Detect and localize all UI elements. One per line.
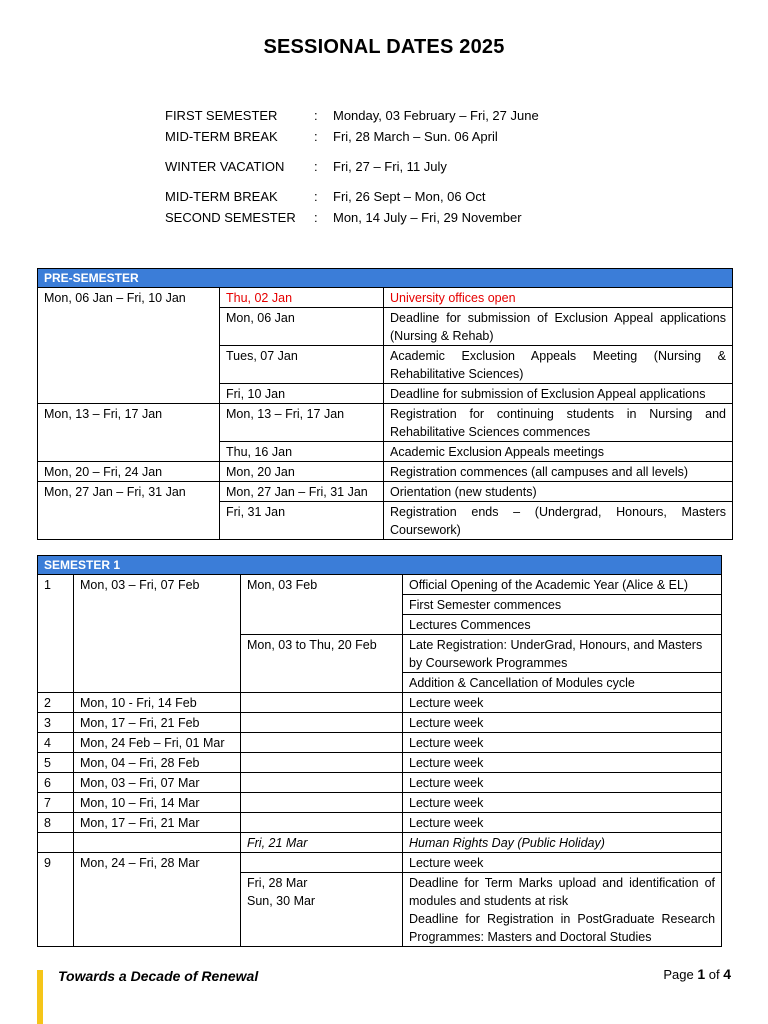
table-row: [38, 793, 722, 813]
event-cell: Academic Exclusion Appeals Meeting (Nursing & Rehabilitative Sciences): [384, 346, 733, 384]
week-cell: 9: [38, 853, 74, 947]
date-cell: [241, 873, 403, 947]
table-row: [38, 813, 722, 833]
date-cell: Fri, 10 Jan: [220, 384, 384, 404]
page-number: [663, 966, 731, 982]
page-word: Page: [663, 967, 694, 982]
week-cell: 2: [38, 693, 74, 713]
date-cell: [241, 813, 403, 833]
summary-label: MID-TERM BREAK: [165, 189, 278, 204]
of-word: of: [708, 967, 720, 982]
summary-value: Mon, 14 July – Fri, 29 November: [333, 210, 522, 225]
period-cell: Mon, 24 Feb – Fri, 01 Mar: [74, 733, 241, 753]
date-cell: Thu, 16 Jan: [220, 442, 384, 462]
event-cell: Academic Exclusion Appeals meetings: [384, 442, 733, 462]
week-cell: 7: [38, 793, 74, 813]
event-cell: Registration commences (all campuses and all levels): [384, 462, 733, 482]
week-cell: 8: [38, 813, 74, 833]
event-cell: Deadline for submission of Exclusion Appeal applications: [384, 384, 733, 404]
table-row: [38, 713, 722, 733]
summary-colon: :: [314, 129, 318, 144]
summary-colon: :: [314, 159, 318, 174]
event-cell: Addition & Cancellation of Modules cycle: [403, 673, 722, 693]
summary-colon: :: [314, 108, 318, 123]
period-cell: [74, 833, 241, 853]
date-cell: Fri, 31 Jan: [220, 502, 384, 540]
date-line: Fri, 28 Mar: [247, 876, 308, 890]
page-total: 4: [723, 966, 731, 982]
period-cell: Mon, 10 - Fri, 14 Feb: [74, 693, 241, 713]
week-cell: [38, 833, 74, 853]
footer-accent-bar: [37, 970, 43, 1024]
week-cell: 1: [38, 575, 74, 693]
event-cell: Lecture week: [403, 713, 722, 733]
date-cell: [241, 733, 403, 753]
event-line: Deadline for Registration in PostGraduate Research Programmes: Masters and Doctoral Studies: [409, 912, 716, 944]
page-title: SESSIONAL DATES 2025: [263, 36, 505, 58]
event-line: Deadline for Term Marks upload and identification of modules and students at risk: [409, 876, 716, 908]
event-cell: Lecture week: [403, 813, 722, 833]
date-cell: [241, 793, 403, 813]
event-cell: Lecture week: [403, 853, 722, 873]
date-cell: Mon, 03 to Thu, 20 Feb: [241, 635, 403, 693]
table-row: [38, 773, 722, 793]
period-cell: Mon, 13 – Fri, 17 Jan: [38, 404, 220, 462]
date-cell: [241, 713, 403, 733]
table-row: [38, 575, 722, 595]
summary-colon: :: [314, 210, 318, 225]
table-row: [38, 853, 722, 873]
date-cell: Mon, 27 Jan – Fri, 31 Jan: [220, 482, 384, 502]
date-cell: Mon, 20 Jan: [220, 462, 384, 482]
event-cell: First Semester commences: [403, 595, 722, 615]
event-cell: Orientation (new students): [384, 482, 733, 502]
period-cell: Mon, 17 – Fri, 21 Feb: [74, 713, 241, 733]
semester-1-heading: SEMESTER 1: [38, 556, 722, 575]
event-cell: Lecture week: [403, 753, 722, 773]
table-row: [38, 733, 722, 753]
summary-label: FIRST SEMESTER: [165, 108, 278, 123]
table-row: [38, 482, 733, 502]
event-cell: Lecture week: [403, 693, 722, 713]
period-cell: Mon, 17 – Fri, 21 Mar: [74, 813, 241, 833]
table-row: [38, 288, 733, 308]
event-cell: [403, 873, 722, 947]
week-cell: 5: [38, 753, 74, 773]
event-cell: Late Registration: UnderGrad, Honours, and Masters by Coursework Programmes: [403, 635, 722, 673]
table-header-row: [38, 269, 733, 288]
event-cell: Deadline for submission of Exclusion Appeal applications (Nursing & Rehab): [384, 308, 733, 346]
week-cell: 3: [38, 713, 74, 733]
event-cell: Registration ends – (Undergrad, Honours, Masters Coursework): [384, 502, 733, 540]
semester-1-table: [37, 555, 722, 947]
date-cell: Mon, 13 – Fri, 17 Jan: [220, 404, 384, 442]
summary-value: Monday, 03 February – Fri, 27 June: [333, 108, 539, 123]
summary-label: MID-TERM BREAK: [165, 129, 278, 144]
table-row: [38, 753, 722, 773]
event-cell: Registration for continuing students in Nursing and Rehabilitative Sciences commences: [384, 404, 733, 442]
event-cell: Official Opening of the Academic Year (Alice & EL): [403, 575, 722, 595]
date-cell: [241, 773, 403, 793]
pre-semester-table: [37, 268, 733, 540]
event-cell: Lecture week: [403, 773, 722, 793]
table-row: [38, 693, 722, 713]
event-cell: Lecture week: [403, 733, 722, 753]
period-cell: Mon, 03 – Fri, 07 Mar: [74, 773, 241, 793]
summary-value: Fri, 27 – Fri, 11 July: [333, 159, 447, 174]
table-row: [38, 404, 733, 442]
summary-value: Fri, 26 Sept – Mon, 06 Oct: [333, 189, 486, 204]
event-cell: Lecture week: [403, 793, 722, 813]
date-cell: Tues, 07 Jan: [220, 346, 384, 384]
event-cell: Lectures Commences: [403, 615, 722, 635]
period-cell: Mon, 27 Jan – Fri, 31 Jan: [38, 482, 220, 540]
summary-colon: :: [314, 189, 318, 204]
table-header-row: [38, 556, 722, 575]
date-cell: Fri, 21 Mar: [241, 833, 403, 853]
period-cell: Mon, 10 – Fri, 14 Mar: [74, 793, 241, 813]
date-cell: Mon, 06 Jan: [220, 308, 384, 346]
period-cell: Mon, 24 – Fri, 28 Mar: [74, 853, 241, 947]
period-cell: Mon, 04 – Fri, 28 Feb: [74, 753, 241, 773]
pre-semester-heading: PRE-SEMESTER: [38, 269, 733, 288]
table-row: [38, 833, 722, 853]
week-cell: 6: [38, 773, 74, 793]
week-cell: 4: [38, 733, 74, 753]
summary-value: Fri, 28 March – Sun. 06 April: [333, 129, 498, 144]
period-cell: Mon, 03 – Fri, 07 Feb: [74, 575, 241, 693]
page-current: 1: [697, 966, 706, 982]
date-cell: [241, 853, 403, 873]
date-line: Sun, 30 Mar: [247, 894, 316, 908]
footer-tagline: Towards a Decade of Renewal: [58, 968, 259, 984]
period-cell: Mon, 06 Jan – Fri, 10 Jan: [38, 288, 220, 404]
date-cell: Mon, 03 Feb: [241, 575, 403, 635]
summary-label: SECOND SEMESTER: [165, 210, 296, 225]
summary-label: WINTER VACATION: [165, 159, 285, 174]
event-cell: Human Rights Day (Public Holiday): [403, 833, 722, 853]
date-cell: Thu, 02 Jan: [220, 288, 384, 308]
table-row: [38, 462, 733, 482]
date-cell: [241, 693, 403, 713]
date-cell: [241, 753, 403, 773]
period-cell: Mon, 20 – Fri, 24 Jan: [38, 462, 220, 482]
event-cell: University offices open: [384, 288, 733, 308]
